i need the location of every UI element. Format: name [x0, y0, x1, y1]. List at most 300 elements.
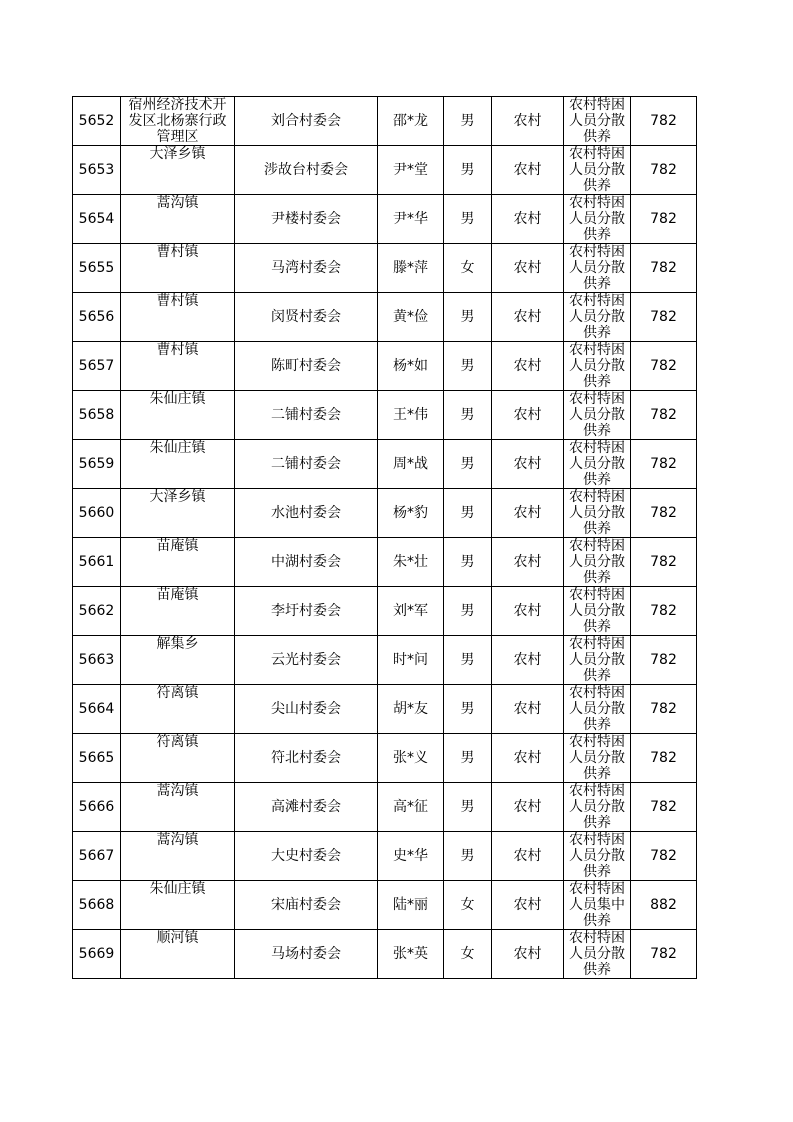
- record-id-cell: [73, 538, 121, 587]
- town-cell: [121, 930, 235, 979]
- village-committee-text: 尹楼村委会: [271, 211, 341, 227]
- village-committee-cell: [235, 783, 378, 832]
- assistance-category-cell: [564, 734, 631, 783]
- person-name-text: 杨*如: [393, 358, 428, 374]
- person-name-cell: [378, 538, 444, 587]
- village-committee-text: 马湾村委会: [271, 260, 341, 276]
- person-name-cell: [378, 636, 444, 685]
- person-name-cell: [378, 293, 444, 342]
- town-cell: [121, 636, 235, 685]
- record-id-cell: [73, 342, 121, 391]
- person-name-cell: [378, 685, 444, 734]
- gender-text: 男: [460, 456, 475, 472]
- record-id-cell: [73, 832, 121, 881]
- village-committee-cell: [235, 930, 378, 979]
- amount-cell: [631, 342, 697, 391]
- table-row: [73, 881, 697, 930]
- record-id-text: 5661: [78, 554, 115, 570]
- amount-text: 882: [650, 897, 677, 913]
- person-name-text: 高*征: [393, 799, 428, 815]
- record-id-text: 5659: [78, 456, 115, 472]
- gender-text: 男: [460, 750, 475, 766]
- record-id-text: 5657: [78, 358, 115, 374]
- gender-cell: [444, 195, 492, 244]
- amount-cell: [631, 146, 697, 195]
- amount-cell: [631, 538, 697, 587]
- town-text: 曹村镇: [156, 244, 199, 260]
- amount-text: 782: [650, 799, 677, 815]
- village-committee-cell: [235, 489, 378, 538]
- town-text: 曹村镇: [156, 342, 199, 358]
- amount-cell: [631, 832, 697, 881]
- record-id-text: 5668: [78, 897, 115, 913]
- assistance-category-cell: [564, 930, 631, 979]
- table-row: [73, 195, 697, 244]
- town-text: 蒿沟镇: [156, 195, 199, 211]
- village-committee-text: 尖山村委会: [271, 701, 341, 717]
- assistance-category-cell: [564, 244, 631, 293]
- town-text: 大泽乡镇: [149, 146, 206, 162]
- town-cell: [121, 97, 235, 146]
- gender-text: 男: [460, 358, 475, 374]
- assistance-category-cell: [564, 636, 631, 685]
- assistance-category-text: 农村特困人员分散供养: [569, 342, 625, 390]
- gender-text: 男: [460, 505, 475, 521]
- town-cell: [121, 881, 235, 930]
- amount-text: 782: [650, 211, 677, 227]
- record-id-cell: [73, 195, 121, 244]
- gender-cell: [444, 538, 492, 587]
- amount-text: 782: [650, 113, 677, 129]
- household-type-text: 农村: [513, 309, 542, 325]
- household-type-cell: [492, 734, 564, 783]
- gender-cell: [444, 881, 492, 930]
- gender-cell: [444, 293, 492, 342]
- town-cell: [121, 244, 235, 293]
- gender-text: 男: [460, 211, 475, 227]
- household-type-text: 农村: [513, 946, 542, 962]
- town-text: 大泽乡镇: [149, 489, 206, 505]
- town-text: 曹村镇: [156, 293, 199, 309]
- village-committee-cell: [235, 97, 378, 146]
- household-type-cell: [492, 783, 564, 832]
- assistance-category-text: 农村特困人员分散供养: [569, 636, 625, 684]
- table-row: [73, 783, 697, 832]
- amount-cell: [631, 97, 697, 146]
- person-name-cell: [378, 783, 444, 832]
- assistance-category-text: 农村特困人员分散供养: [569, 195, 625, 243]
- assistance-category-text: 农村特困人员分散供养: [569, 587, 625, 635]
- household-type-text: 农村: [513, 211, 542, 227]
- amount-cell: [631, 734, 697, 783]
- amount-cell: [631, 930, 697, 979]
- amount-cell: [631, 783, 697, 832]
- village-committee-cell: [235, 195, 378, 244]
- village-committee-cell: [235, 538, 378, 587]
- town-text: 符离镇: [156, 685, 199, 701]
- village-committee-cell: [235, 391, 378, 440]
- household-type-text: 农村: [513, 113, 542, 129]
- assistance-category-cell: [564, 293, 631, 342]
- table-row: [73, 293, 697, 342]
- gender-text: 女: [460, 946, 475, 962]
- amount-text: 782: [650, 456, 677, 472]
- record-id-cell: [73, 685, 121, 734]
- household-type-text: 农村: [513, 750, 542, 766]
- town-text: 苗庵镇: [156, 538, 199, 554]
- assistance-category-text: 农村特困人员分散供养: [569, 832, 625, 880]
- table-row: [73, 342, 697, 391]
- gender-text: 男: [460, 701, 475, 717]
- household-type-cell: [492, 440, 564, 489]
- gender-cell: [444, 244, 492, 293]
- household-type-text: 农村: [513, 652, 542, 668]
- amount-text: 782: [650, 358, 677, 374]
- household-type-cell: [492, 685, 564, 734]
- person-name-cell: [378, 391, 444, 440]
- assistance-category-text: 农村特困人员分散供养: [569, 97, 625, 145]
- household-type-cell: [492, 538, 564, 587]
- record-id-text: 5665: [78, 750, 115, 766]
- village-committee-text: 闵贤村委会: [271, 309, 341, 325]
- person-name-text: 尹*华: [393, 211, 428, 227]
- village-committee-text: 大史村委会: [271, 848, 341, 864]
- table-row: [73, 930, 697, 979]
- household-type-cell: [492, 342, 564, 391]
- household-type-text: 农村: [513, 456, 542, 472]
- amount-cell: [631, 391, 697, 440]
- village-committee-text: 陈町村委会: [271, 358, 341, 374]
- table-row: [73, 832, 697, 881]
- village-committee-cell: [235, 685, 378, 734]
- household-type-text: 农村: [513, 603, 542, 619]
- gender-cell: [444, 832, 492, 881]
- household-type-text: 农村: [513, 407, 542, 423]
- town-cell: [121, 685, 235, 734]
- town-cell: [121, 734, 235, 783]
- person-name-text: 刘*军: [393, 603, 428, 619]
- table-row: [73, 244, 697, 293]
- village-committee-text: 云光村委会: [271, 652, 341, 668]
- gender-cell: [444, 97, 492, 146]
- village-committee-text: 高滩村委会: [271, 799, 341, 815]
- town-cell: [121, 195, 235, 244]
- household-type-text: 农村: [513, 358, 542, 374]
- gender-text: 男: [460, 407, 475, 423]
- record-id-text: 5660: [78, 505, 115, 521]
- person-name-cell: [378, 930, 444, 979]
- gender-text: 男: [460, 848, 475, 864]
- town-text: 朱仙庄镇: [149, 881, 206, 897]
- village-committee-text: 宋庙村委会: [271, 897, 341, 913]
- village-committee-text: 马场村委会: [271, 946, 341, 962]
- village-committee-cell: [235, 342, 378, 391]
- gender-text: 女: [460, 897, 475, 913]
- village-committee-text: 李圩村委会: [271, 603, 341, 619]
- person-name-cell: [378, 440, 444, 489]
- person-name-text: 滕*萍: [393, 260, 428, 276]
- household-type-text: 农村: [513, 799, 542, 815]
- amount-cell: [631, 881, 697, 930]
- town-text: 宿州经济技术开发区北杨寨行政管理区: [128, 97, 227, 145]
- person-name-cell: [378, 489, 444, 538]
- person-name-cell: [378, 342, 444, 391]
- town-cell: [121, 342, 235, 391]
- household-type-text: 农村: [513, 554, 542, 570]
- person-name-text: 黄*俭: [393, 309, 428, 325]
- assistance-category-text: 农村特困人员分散供养: [569, 930, 625, 978]
- person-name-text: 张*英: [393, 946, 428, 962]
- assistance-category-text: 农村特困人员分散供养: [569, 391, 625, 439]
- records-table: [72, 96, 697, 979]
- assistance-category-cell: [564, 538, 631, 587]
- table-row: [73, 489, 697, 538]
- person-name-text: 尹*堂: [393, 162, 428, 178]
- amount-text: 782: [650, 260, 677, 276]
- record-id-text: 5654: [78, 211, 115, 227]
- record-id-cell: [73, 440, 121, 489]
- record-id-cell: [73, 244, 121, 293]
- person-name-cell: [378, 97, 444, 146]
- assistance-category-cell: [564, 783, 631, 832]
- gender-text: 男: [460, 799, 475, 815]
- gender-cell: [444, 636, 492, 685]
- town-cell: [121, 587, 235, 636]
- village-committee-text: 二铺村委会: [271, 407, 341, 423]
- household-type-cell: [492, 97, 564, 146]
- table-row: [73, 146, 697, 195]
- assistance-category-cell: [564, 832, 631, 881]
- person-name-cell: [378, 195, 444, 244]
- table-row: [73, 538, 697, 587]
- amount-cell: [631, 587, 697, 636]
- person-name-text: 时*问: [393, 652, 428, 668]
- record-id-text: 5656: [78, 309, 115, 325]
- assistance-category-text: 农村特困人员分散供养: [569, 783, 625, 831]
- person-name-text: 胡*友: [393, 701, 428, 717]
- household-type-text: 农村: [513, 897, 542, 913]
- gender-text: 女: [460, 260, 475, 276]
- table-row: [73, 440, 697, 489]
- person-name-cell: [378, 244, 444, 293]
- town-cell: [121, 538, 235, 587]
- amount-cell: [631, 685, 697, 734]
- household-type-cell: [492, 195, 564, 244]
- gender-cell: [444, 587, 492, 636]
- record-id-text: 5667: [78, 848, 115, 864]
- gender-cell: [444, 685, 492, 734]
- town-text: 解集乡: [156, 636, 199, 652]
- gender-cell: [444, 930, 492, 979]
- village-committee-cell: [235, 146, 378, 195]
- town-text: 蒿沟镇: [156, 783, 199, 799]
- person-name-text: 王*伟: [393, 407, 428, 423]
- record-id-cell: [73, 146, 121, 195]
- household-type-cell: [492, 587, 564, 636]
- assistance-category-cell: [564, 391, 631, 440]
- assistance-category-cell: [564, 440, 631, 489]
- village-committee-cell: [235, 293, 378, 342]
- amount-text: 782: [650, 309, 677, 325]
- village-committee-text: 涉故台村委会: [264, 162, 348, 178]
- person-name-cell: [378, 587, 444, 636]
- town-cell: [121, 489, 235, 538]
- village-committee-cell: [235, 636, 378, 685]
- gender-text: 男: [460, 652, 475, 668]
- household-type-cell: [492, 489, 564, 538]
- record-id-text: 5658: [78, 407, 115, 423]
- village-committee-text: 中湖村委会: [271, 554, 341, 570]
- table-row: [73, 734, 697, 783]
- gender-text: 男: [460, 113, 475, 129]
- town-text: 顺河镇: [156, 930, 199, 946]
- assistance-category-text: 农村特困人员分散供养: [569, 538, 625, 586]
- household-type-cell: [492, 244, 564, 293]
- town-cell: [121, 783, 235, 832]
- amount-text: 782: [650, 946, 677, 962]
- person-name-text: 周*战: [393, 456, 428, 472]
- town-cell: [121, 146, 235, 195]
- gender-cell: [444, 342, 492, 391]
- amount-text: 782: [650, 162, 677, 178]
- household-type-text: 农村: [513, 260, 542, 276]
- gender-text: 男: [460, 309, 475, 325]
- person-name-text: 杨*豹: [393, 505, 428, 521]
- household-type-cell: [492, 293, 564, 342]
- household-type-text: 农村: [513, 848, 542, 864]
- household-type-cell: [492, 832, 564, 881]
- assistance-category-cell: [564, 97, 631, 146]
- record-id-text: 5652: [78, 113, 115, 129]
- assistance-category-text: 农村特困人员分散供养: [569, 440, 625, 488]
- village-committee-text: 符北村委会: [271, 750, 341, 766]
- amount-text: 782: [650, 848, 677, 864]
- town-cell: [121, 832, 235, 881]
- gender-cell: [444, 489, 492, 538]
- record-id-text: 5666: [78, 799, 115, 815]
- record-id-cell: [73, 636, 121, 685]
- assistance-category-cell: [564, 342, 631, 391]
- record-id-cell: [73, 293, 121, 342]
- village-committee-cell: [235, 587, 378, 636]
- record-id-cell: [73, 881, 121, 930]
- amount-text: 782: [650, 750, 677, 766]
- amount-cell: [631, 489, 697, 538]
- gender-cell: [444, 440, 492, 489]
- table-row: [73, 587, 697, 636]
- amount-text: 782: [650, 554, 677, 570]
- gender-cell: [444, 146, 492, 195]
- assistance-category-text: 农村特困人员分散供养: [569, 244, 625, 292]
- record-id-cell: [73, 587, 121, 636]
- assistance-category-cell: [564, 685, 631, 734]
- town-cell: [121, 440, 235, 489]
- person-name-text: 朱*壮: [393, 554, 428, 570]
- person-name-cell: [378, 734, 444, 783]
- table-row: [73, 391, 697, 440]
- amount-text: 782: [650, 603, 677, 619]
- record-id-cell: [73, 489, 121, 538]
- record-id-cell: [73, 734, 121, 783]
- record-id-cell: [73, 930, 121, 979]
- gender-cell: [444, 391, 492, 440]
- amount-text: 782: [650, 407, 677, 423]
- record-id-text: 5664: [78, 701, 115, 717]
- record-id-text: 5669: [78, 946, 115, 962]
- amount-text: 782: [650, 652, 677, 668]
- amount-cell: [631, 293, 697, 342]
- person-name-text: 邵*龙: [393, 113, 428, 129]
- record-id-cell: [73, 97, 121, 146]
- assistance-category-text: 农村特困人员分散供养: [569, 146, 625, 194]
- record-id-text: 5663: [78, 652, 115, 668]
- town-text: 符离镇: [156, 734, 199, 750]
- amount-cell: [631, 636, 697, 685]
- record-id-cell: [73, 391, 121, 440]
- village-committee-cell: [235, 832, 378, 881]
- table-row: [73, 636, 697, 685]
- household-type-text: 农村: [513, 505, 542, 521]
- amount-cell: [631, 244, 697, 293]
- village-committee-cell: [235, 881, 378, 930]
- table-row: [73, 97, 697, 146]
- town-text: 苗庵镇: [156, 587, 199, 603]
- assistance-category-cell: [564, 587, 631, 636]
- amount-text: 782: [650, 505, 677, 521]
- assistance-category-cell: [564, 195, 631, 244]
- household-type-cell: [492, 881, 564, 930]
- person-name-text: 张*义: [393, 750, 428, 766]
- village-committee-cell: [235, 734, 378, 783]
- assistance-category-cell: [564, 881, 631, 930]
- household-type-cell: [492, 636, 564, 685]
- assistance-category-text: 农村特困人员分散供养: [569, 734, 625, 782]
- village-committee-cell: [235, 440, 378, 489]
- record-id-text: 5653: [78, 162, 115, 178]
- town-text: 朱仙庄镇: [149, 391, 206, 407]
- gender-text: 男: [460, 554, 475, 570]
- assistance-category-text: 农村特困人员集中供养: [569, 881, 625, 929]
- amount-text: 782: [650, 701, 677, 717]
- household-type-cell: [492, 146, 564, 195]
- person-name-text: 史*华: [393, 848, 428, 864]
- amount-cell: [631, 195, 697, 244]
- gender-text: 男: [460, 162, 475, 178]
- assistance-category-text: 农村特困人员分散供养: [569, 293, 625, 341]
- household-type-text: 农村: [513, 701, 542, 717]
- village-committee-text: 刘合村委会: [271, 113, 341, 129]
- gender-cell: [444, 734, 492, 783]
- household-type-cell: [492, 930, 564, 979]
- town-cell: [121, 293, 235, 342]
- town-cell: [121, 391, 235, 440]
- village-committee-cell: [235, 244, 378, 293]
- amount-cell: [631, 440, 697, 489]
- gender-text: 男: [460, 603, 475, 619]
- table-row: [73, 685, 697, 734]
- records-table-body: [73, 97, 697, 979]
- person-name-cell: [378, 146, 444, 195]
- record-id-text: 5662: [78, 603, 115, 619]
- person-name-text: 陆*丽: [393, 897, 428, 913]
- town-text: 朱仙庄镇: [149, 440, 206, 456]
- person-name-cell: [378, 881, 444, 930]
- record-id-text: 5655: [78, 260, 115, 276]
- household-type-text: 农村: [513, 162, 542, 178]
- village-committee-text: 水池村委会: [271, 505, 341, 521]
- person-name-cell: [378, 832, 444, 881]
- town-text: 蒿沟镇: [156, 832, 199, 848]
